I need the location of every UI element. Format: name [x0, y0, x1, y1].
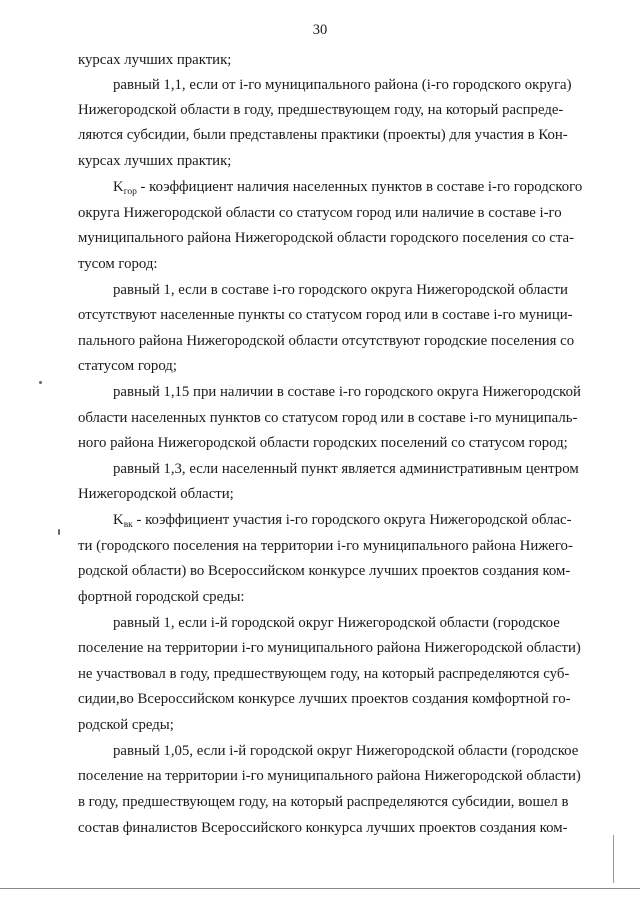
text-line: Нижегородской области в году, предшествующем году, на который распреде-	[78, 102, 564, 118]
text-line: фортной городской среды:	[78, 589, 245, 605]
text-line: ти (городского поселения на территории i-го муниципального района Нижего-	[78, 538, 573, 554]
text-line: округа Нижегородской области со статусом город или наличие в составе i-го	[78, 205, 562, 221]
coefficient-symbol: K	[113, 512, 124, 528]
coefficient-symbol: K	[113, 179, 124, 195]
coefficient-definition-line	[113, 510, 572, 530]
text-line: равный 1, если i-й городской округ Нижегородской области (городское	[113, 615, 560, 631]
page-number: 30	[312, 22, 328, 38]
text-line: равный 1,15 при наличии в составе i-го городского округа Нижегородской	[113, 384, 581, 400]
scan-speck	[58, 529, 60, 535]
text-line: поселение на территории i-го муниципального района Нижегородской области)	[78, 768, 581, 784]
coefficient-definition-line	[113, 177, 582, 197]
text-line: поселение на территории i-го муниципального района Нижегородской области)	[78, 640, 581, 656]
text-line: Нижегородской области;	[78, 486, 234, 502]
coefficient-subscript: гор	[123, 187, 137, 197]
text-line: тусом город:	[78, 256, 158, 272]
text-line: муниципального района Нижегородской области городского поселения со ста-	[78, 230, 575, 246]
text-line: равный 1,1, если от i-го муниципального района (i-го городского округа)	[113, 77, 572, 93]
text-line: статусом город;	[78, 358, 177, 374]
text-line: родской среды;	[78, 717, 174, 733]
text-line: равный 1,05, если i-й городской округ Нижегородской области (городское	[113, 743, 579, 759]
scan-bottom-edge	[0, 888, 640, 889]
text-line: сидии,во Всероссийском конкурсе лучших проектов создания комфортной го-	[78, 691, 571, 707]
text-line: ляются субсидии, были представлены практики (проекты) для участия в Кон-	[78, 127, 568, 143]
text-line: состав финалистов Всероссийского конкурса лучших проектов создания ком-	[78, 820, 568, 836]
text-line: не участвовал в году, предшествующем году, на который распределяются суб-	[78, 666, 570, 682]
coefficient-text: - коэффициент участия i-го городского округа Нижегородской облас-	[132, 512, 572, 528]
coefficient-subscript: вк	[123, 520, 133, 530]
text-line: области населенных пунктов со статусом город или в составе i-го муниципаль-	[78, 410, 578, 426]
text-line: курсах лучших практик;	[78, 52, 232, 68]
text-line: отсутствуют населенные пункты со статусом город или в составе i-го муници-	[78, 307, 573, 323]
text-line: пального района Нижегородской области отсутствуют городские поселения со	[78, 333, 575, 349]
scan-edge-mark	[613, 835, 614, 883]
text-line: в году, предшествующем году, на который распределяются субсидии, вошел в	[78, 794, 569, 810]
text-line: курсах лучших практик;	[78, 153, 232, 169]
text-line: родской области) во Всероссийском конкурсе лучших проектов создания ком-	[78, 563, 571, 579]
scan-speck	[39, 381, 42, 384]
text-line: равный 1,3, если населенный пункт является административным центром	[113, 461, 579, 477]
text-line: равный 1, если в составе i-го городского округа Нижегородской области	[113, 282, 568, 298]
text-line: ного района Нижегородской области городских поселений со статусом город;	[78, 435, 568, 451]
coefficient-text: - коэффициент наличия населенных пунктов в составе i-го городского	[136, 179, 583, 195]
